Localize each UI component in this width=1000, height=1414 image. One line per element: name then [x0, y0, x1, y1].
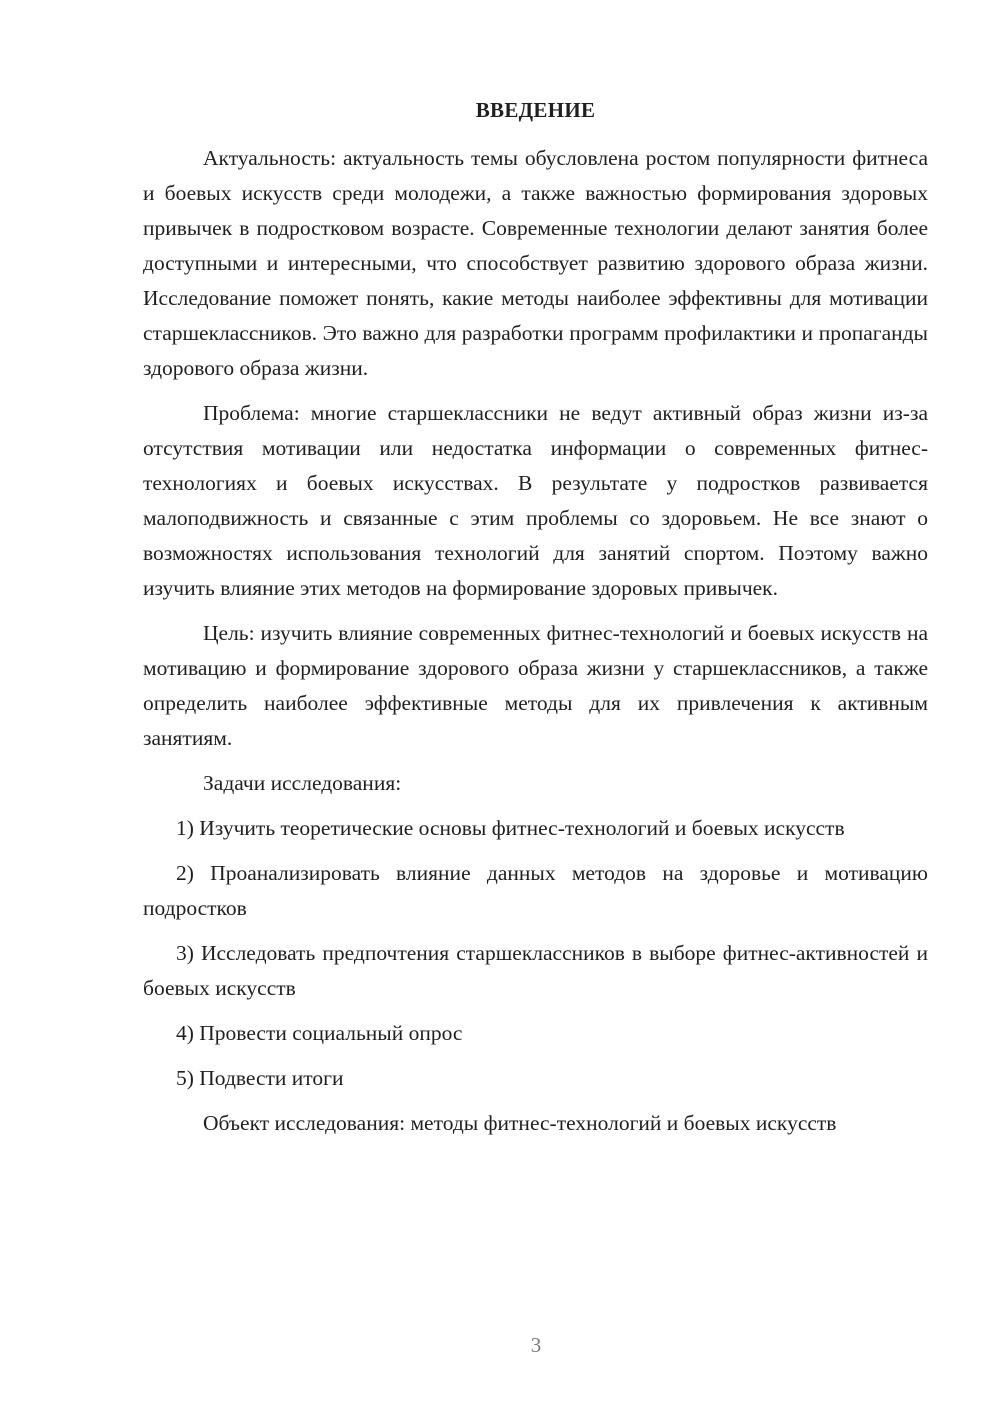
task-item-3: 3) Исследовать предпочтения старшеклассников в выборе фитнес-активностей и боевых искусств	[143, 941, 928, 1000]
section-heading: ВВЕДЕНИЕ	[475, 98, 596, 122]
task-item-5: 5) Подвести итоги	[176, 1066, 344, 1090]
object-paragraph: Объект исследования: методы фитнес-технологий и боевых искусств	[203, 1111, 837, 1135]
task-item-2: 2) Проанализировать влияние данных методов на здоровье и мотивацию подростков	[143, 861, 928, 920]
relevance-paragraph: Актуальность: актуальность темы обусловлена ростом популярности фитнеса и боевых искусств среди молодежи, а также важностью формирования здоровых привычек в подростковом возрасте. Современные технологии делают занятия более доступными и интересными, что способствует развитию здорового образа жизни. Исследование поможет понять, какие методы наиболее эффективны для мотивации старшеклассников. Это важно для разработки программ профилактики и пропаганды здорового образа жизни.	[143, 146, 928, 380]
task-item-1: 1) Изучить теоретические основы фитнес-технологий и боевых искусств	[176, 816, 845, 840]
task-item-4: 4) Провести социальный опрос	[176, 1021, 463, 1045]
tasks-heading: Задачи исследования:	[203, 771, 402, 795]
goal-paragraph: Цель: изучить влияние современных фитнес-технологий и боевых искусств на мотивацию и формирование здорового образа жизни у старшеклассников, а также определить наиболее эффективные методы для их привлечения к активным занятиям.	[143, 621, 928, 750]
body-text	[143, 141, 928, 1151]
problem-paragraph: Проблема: многие старшеклассники не ведут активный образ жизни из-за отсутствия мотивации или недостатка информации о современных фитнес-технологиях и боевых искусствах. В результате у подростков развивается малоподвижность и связанные с этим проблемы со здоровьем. Не все знают о возможностях использования технологий для занятий спортом. Поэтому важно изучить влияние этих методов на формирование здоровых привычек.	[143, 401, 928, 600]
page-number: 3	[530, 1333, 542, 1357]
